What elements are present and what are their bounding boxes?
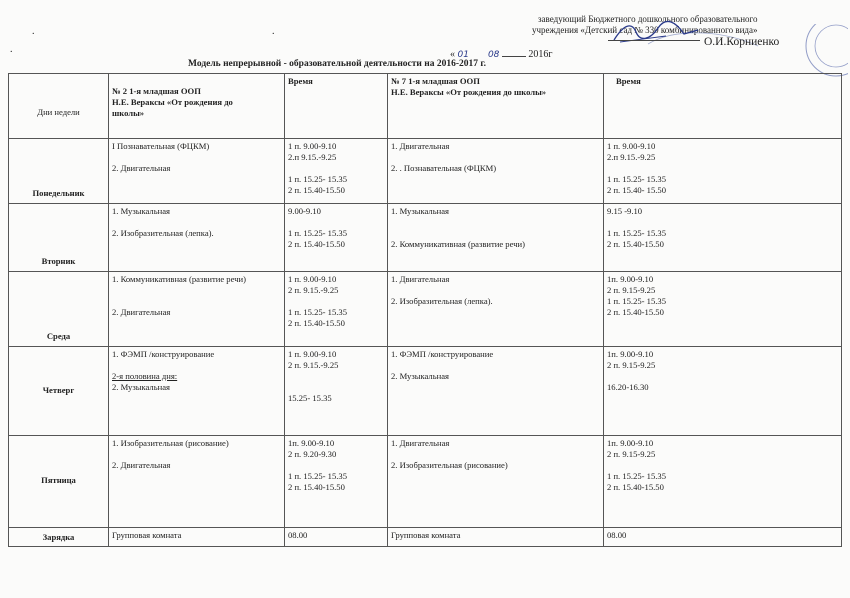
group-7-activities [388,347,604,436]
header-days: Дни недели [9,74,109,139]
group-2-activities [109,139,285,204]
header-group-2-line: № 2 1-я младшая ООП [112,86,201,96]
spacer [288,382,384,393]
header-group-7-line: Н.Е. Вераксы «От рождения до школы» [391,87,547,97]
spacer [391,285,600,296]
spacer [391,228,600,239]
activity-line: 2. Двигательная [112,163,171,173]
time-line: 1 п. 9.00-9.10 [288,349,337,359]
spacer [288,296,384,307]
spacer [391,217,600,228]
group-7-activities [388,139,604,204]
group-2-activities [109,436,285,528]
time-line: 2 п. 15.40-15.50 [607,307,664,317]
charging-time-2: 08.00 [604,528,842,547]
time-line: 2 п. 9.15-9.25 [607,285,656,295]
spacer [288,163,384,174]
time-line: 1 п. 15.25- 15.35 [607,174,667,184]
time-line: 9.15 -9.10 [607,206,643,216]
table-header-row [9,74,842,139]
spacer [607,163,838,174]
day-friday: Пятница [9,436,109,528]
time-line: 15.25- 15.35 [288,393,332,403]
activity-line: 1. Двигательная [391,438,450,448]
time-line: 1 п. 15.25- 15.35 [607,296,667,306]
activity-line: I Познавательная (ФЦКМ) [112,141,210,151]
day-wednesday: Среда [9,272,109,347]
table-row [9,204,842,272]
time-line: 9.00-9.10 [288,206,321,216]
spacer [607,460,838,471]
activity-line: 2. Изобразительная (лепка). [391,296,493,306]
time-line: 1 п. 15.25- 15.35 [607,471,667,481]
group-7-times [604,139,842,204]
time-line: 2 п. 9.15-9.25 [607,360,656,370]
day-thursday: Четверг [9,347,109,436]
group-7-activities [388,272,604,347]
time-line: 1 п. 9.00-9.10 [288,274,337,284]
time-line: 2 п. 9.15.-9.25 [288,285,339,295]
activity-line: 2. . Познавательная (ФЦКМ) [391,163,497,173]
time-line: 2 п. 15.40-15.50 [288,185,345,195]
time-line: 1п. 9.00-9.10 [607,349,654,359]
spacer [112,152,281,163]
charging-place-1: Групповая комната [109,528,285,547]
spacer [112,217,281,228]
activity-line: 2. Изобразительная (рисование) [391,460,508,470]
spacer [112,296,281,307]
schedule-table [8,73,842,547]
activity-line: 1. ФЭМП /конструирование [112,349,215,359]
time-line: 1 п. 15.25- 15.35 [288,307,348,317]
group-7-times [604,272,842,347]
group-2-times [285,204,388,272]
group-2-times [285,436,388,528]
spacer [391,360,600,371]
header-institution-line: учреждения «Детский сад № 330 комбинированного вида» [532,25,758,35]
stray-mark-2: . [272,26,275,37]
spacer [288,371,384,382]
charging-place-2: Групповая комната [388,528,604,547]
group-7-times [604,347,842,436]
stray-mark-1: . [32,26,35,37]
stray-mark-3: . [10,44,13,55]
time-line: 1 п. 15.25- 15.35 [288,174,348,184]
spacer [112,449,281,460]
header-group-7 [388,74,604,139]
activity-line: 1. Двигательная [391,274,450,284]
day-tuesday: Вторник [9,204,109,272]
group-2-times [285,347,388,436]
date-year: 2016г [528,49,553,60]
header-time-1: Время [285,74,388,139]
activity-line: 1. Музыкальная [391,206,449,216]
time-line: 2 п. 15.40-15.50 [288,239,345,249]
activity-line: 1. Музыкальная [112,206,170,216]
time-line: 1 п. 9.00-9.10 [607,141,656,151]
spacer [607,217,838,228]
head-name: О.И.Корниенко [704,36,780,48]
group-2-times [285,272,388,347]
time-line: 1 п. 15.25- 15.35 [607,228,667,238]
time-line: 1 п. 15.25- 15.35 [288,228,348,238]
day-monday: Понедельник [9,139,109,204]
activity-line: 2. Коммуникативная (развитие речи) [391,239,525,249]
activity-line: 2. Двигательная [112,460,171,470]
group-2-activities [109,204,285,272]
time-line: 1п. 9.00-9.10 [607,274,654,284]
activity-line: 1. Двигательная [391,141,450,151]
table-row-charging [9,528,842,547]
time-line: 2 п. 15.40-15.50 [607,482,664,492]
time-line: 1 п. 9.00-9.10 [288,141,337,151]
time-line: 2 п. 9.15-9.25 [607,449,656,459]
activity-line: 1. Изобразительная (рисование) [112,438,229,448]
activity-line: 2. Изобразительная (лепка). [112,228,214,238]
date-month: 08 [487,50,500,60]
header-position-line: заведующий Бюджетного дошкольного образовательного [538,14,758,24]
spacer [391,449,600,460]
group-2-activities [109,272,285,347]
spacer [288,460,384,471]
handwritten-signature [606,18,706,46]
spacer [391,152,600,163]
time-line: 2.п 9.15.-9.25 [607,152,656,162]
date-day: 01 [457,50,469,60]
time-line: 16.20-16.30 [607,382,649,392]
header-group-2 [109,74,285,139]
group-7-activities [388,204,604,272]
spacer [112,360,281,371]
time-line: 1п. 9.00-9.10 [607,438,654,448]
activity-line: 2. Двигательная [112,307,171,317]
time-line: 1 п. 15.25- 15.35 [288,471,348,481]
group-7-times [604,436,842,528]
activity-line: 1. Коммуникативная (развитие речи) [112,274,246,284]
charging-time-1: 08.00 [285,528,388,547]
time-line: 1п. 9.00-9.10 [288,438,335,448]
time-line: 2 п. 15.40-15.50 [288,318,345,328]
activity-line: 2. Музыкальная [112,382,170,392]
day-charging: Зарядка [9,528,109,547]
table-row [9,139,842,204]
spacer [288,217,384,228]
time-line: 2.п 9.15.-9.25 [288,152,337,162]
time-line: 2 п. 15.40- 15.50 [607,185,667,195]
header-group-7-line: № 7 1-я младшая ООП [391,76,480,86]
spacer [112,285,281,296]
time-line: 2 п. 15.40-15.50 [607,239,664,249]
header-time-2: Время [604,74,842,139]
activity-line: 2. Музыкальная [391,371,449,381]
time-line: 2 п. 9.15.-9.25 [288,360,339,370]
group-7-times [604,204,842,272]
header-group-2-line: школы» [112,108,145,118]
time-line: 2 п. 15.40-15.50 [288,482,345,492]
table-row [9,347,842,436]
activity-line: 2-я половина дня: [112,371,178,381]
signature-line [608,40,700,41]
spacer [607,371,838,382]
table-row [9,272,842,347]
time-line: 2 п. 9.20-9.30 [288,449,337,459]
group-2-activities [109,347,285,436]
group-2-times [285,139,388,204]
document-title: Модель непрерывной - образовательной деятельности на 2016-2017 г. [188,59,487,69]
group-7-activities [388,436,604,528]
table-row [9,436,842,528]
date-prefix: « [450,49,455,60]
activity-line: 1. ФЭМП /конструирование [391,349,494,359]
header-group-2-line: Н.Е. Вераксы «От рождения до [112,97,233,107]
